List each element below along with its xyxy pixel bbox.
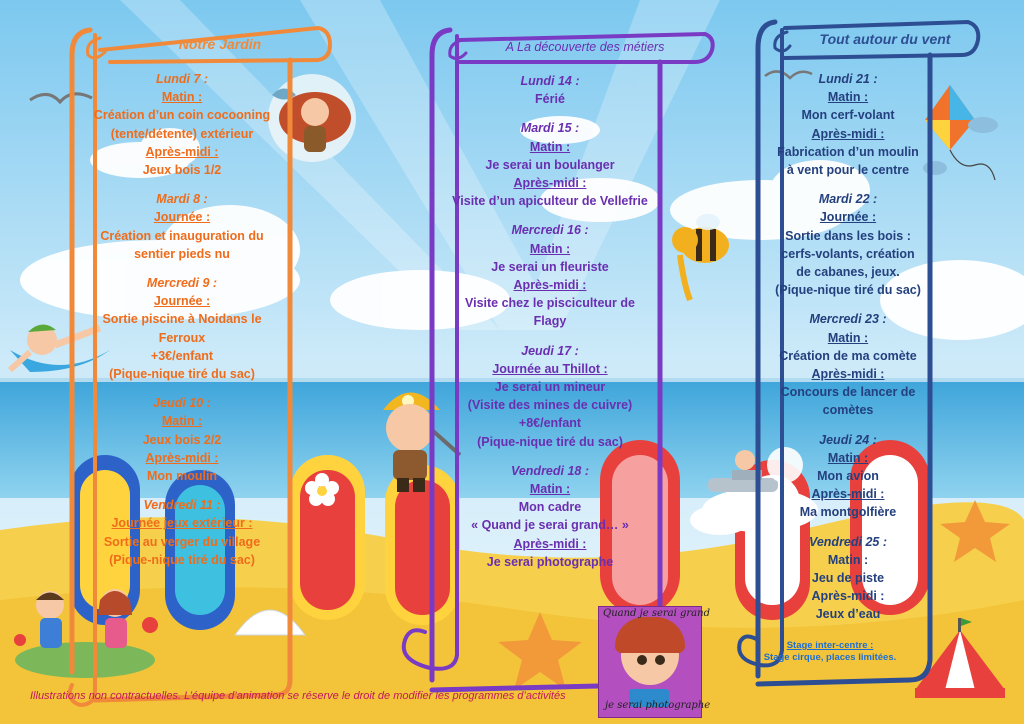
spacer	[762, 522, 934, 533]
activity-text: (Pique-nique tiré du sac)	[109, 552, 255, 567]
activity-text: Je serai photographe	[486, 554, 614, 569]
period-label: Après-midi :	[811, 126, 885, 141]
activity-text: Sortie au verger du village	[103, 534, 261, 549]
day-heading: Lundi 21 :	[818, 72, 878, 86]
programme-column-jardin	[82, 70, 282, 569]
disclaimer: Illustrations non contractuelles. L’équipe d’animation se réserve le droit de modifier les programmes d’activités	[30, 690, 566, 702]
activity-text: Fabrication d’un moulin	[777, 144, 919, 159]
period-label: Journée :	[819, 210, 877, 225]
period-label: Matin :	[161, 90, 203, 105]
spacer	[82, 179, 282, 190]
activity-text: Jeu de piste	[811, 571, 885, 586]
day-heading: Mardi 15 :	[520, 121, 580, 136]
day-heading: Mercredi 9 :	[146, 276, 218, 291]
book-title-top: Quand je serai grand	[603, 608, 710, 619]
spacer	[82, 383, 282, 394]
activity-text: Visite d’un apiculteur de Vellefrie	[452, 194, 648, 209]
activity-text: Visite chez le pisciculteur de	[465, 296, 635, 311]
day-heading: Jeudi 24 :	[819, 432, 877, 447]
spacer	[82, 263, 282, 274]
activity-text: à vent pour le centre	[786, 163, 910, 178]
period-label: Matin :	[529, 482, 571, 497]
day-heading: Jeudi 17 :	[521, 343, 579, 358]
period-label: Après-midi :	[811, 487, 885, 502]
activity-text: +3€/enfant	[150, 348, 214, 363]
activity-text: Mon cadre	[518, 500, 582, 515]
period-label: Après-midi :	[513, 536, 587, 551]
day-heading: Lundi 14 :	[520, 74, 580, 88]
activity-text: (tente/détente) extérieur	[110, 126, 254, 141]
programme-column-vent	[762, 70, 934, 624]
period-label: Matin :	[161, 414, 203, 429]
period-label: Matin :	[529, 241, 571, 256]
activity-text: Sortie piscine à Noidans le	[102, 312, 262, 327]
activity-text: (Visite des mines de cuivre)	[467, 398, 633, 413]
period-label: Journée :	[153, 210, 211, 225]
activity-text: Sortie dans les bois :	[785, 228, 911, 243]
day-heading: Mercredi 23 :	[809, 312, 887, 327]
activity-text: Jeux d’eau	[815, 607, 881, 622]
period-label: Après-midi :	[145, 144, 219, 159]
stage-note-title: Stage inter-centre :	[786, 640, 874, 651]
spacer	[440, 108, 660, 119]
period-label: Journée au Thillot :	[492, 361, 608, 376]
day-heading: Jeudi 10 :	[153, 396, 211, 411]
spacer	[440, 210, 660, 221]
activity-text: (Pique-nique tiré du sac)	[109, 367, 255, 382]
stage-note-text: Stage cirque, places limitées.	[763, 652, 897, 663]
period-label: Après-midi :	[513, 278, 587, 293]
period-label: Matin :	[827, 450, 869, 465]
day-heading: Vendredi 11 :	[143, 498, 221, 513]
activity-text: Jeux bois 1/2	[142, 163, 222, 178]
activity-text: Férié	[535, 92, 565, 107]
activity-text: « Quand je serai grand… »	[471, 518, 629, 533]
spacer	[440, 451, 660, 462]
spacer	[82, 485, 282, 496]
activity-text: Mon cerf-volant	[801, 108, 895, 123]
stage-note	[760, 640, 900, 664]
activity-text: Création d’un coin cocooning	[93, 108, 271, 123]
activity-text: sentier pieds nu	[134, 246, 230, 261]
activity-text: Concours de lancer de	[780, 385, 916, 400]
day-heading: Vendredi 18 :	[510, 463, 590, 478]
day-heading: Lundi 7 :	[155, 72, 209, 86]
activity-text: Création et inauguration du	[100, 228, 264, 243]
activity-text: Je serai un fleuriste	[491, 259, 609, 274]
period-label: Matin :	[529, 139, 571, 154]
activity-text: Création de ma comète	[779, 348, 917, 363]
activity-text: Mon avion	[817, 469, 879, 484]
activity-text: Matin :	[827, 552, 869, 567]
day-heading: Mercredi 16 :	[511, 223, 589, 238]
period-label: Après-midi :	[145, 450, 219, 465]
activity-text: Jeux bois 2/2	[142, 432, 222, 447]
spacer	[762, 420, 934, 431]
activity-text: de cabanes, jeux.	[796, 265, 900, 280]
day-heading: Mardi 22 :	[818, 192, 878, 207]
activity-text: Mon moulin	[146, 469, 218, 484]
programme-column-metiers	[440, 72, 660, 571]
activity-text: cerfs-volants, création	[781, 246, 915, 261]
period-label: Journée jeux extérieur :	[111, 516, 253, 531]
activity-text: comètes	[822, 403, 874, 418]
period-label: Après-midi :	[513, 176, 587, 191]
period-label: Matin :	[827, 90, 869, 105]
spacer	[762, 179, 934, 190]
spacer	[762, 299, 934, 310]
activity-text: (Pique-nique tiré du sac)	[477, 434, 623, 449]
activity-text: Je serai un boulanger	[485, 157, 615, 172]
column-title-vent: Tout autour du vent	[819, 31, 951, 47]
activity-text: Flagy	[533, 314, 567, 329]
activity-text: Je serai un mineur	[494, 380, 606, 395]
period-label: Après-midi :	[811, 367, 885, 382]
book-title-bottom: je serai photographe	[605, 700, 711, 711]
day-heading: Vendredi 25 :	[808, 534, 888, 549]
period-label: Matin :	[827, 330, 869, 345]
period-label: Journée :	[153, 294, 211, 309]
spacer	[440, 331, 660, 342]
activity-text: +8€/enfant	[518, 416, 582, 431]
activity-text: Ferroux	[158, 330, 206, 345]
activity-text: Ma montgolfière	[799, 505, 897, 520]
activity-text: Après-midi :	[811, 589, 885, 604]
column-title-metiers: A La découverte des métiers	[505, 40, 665, 54]
activity-text: (Pique-nique tiré du sac)	[775, 283, 921, 298]
day-heading: Mardi 8 :	[156, 192, 208, 207]
column-title-jardin: Notre Jardin	[178, 36, 262, 52]
